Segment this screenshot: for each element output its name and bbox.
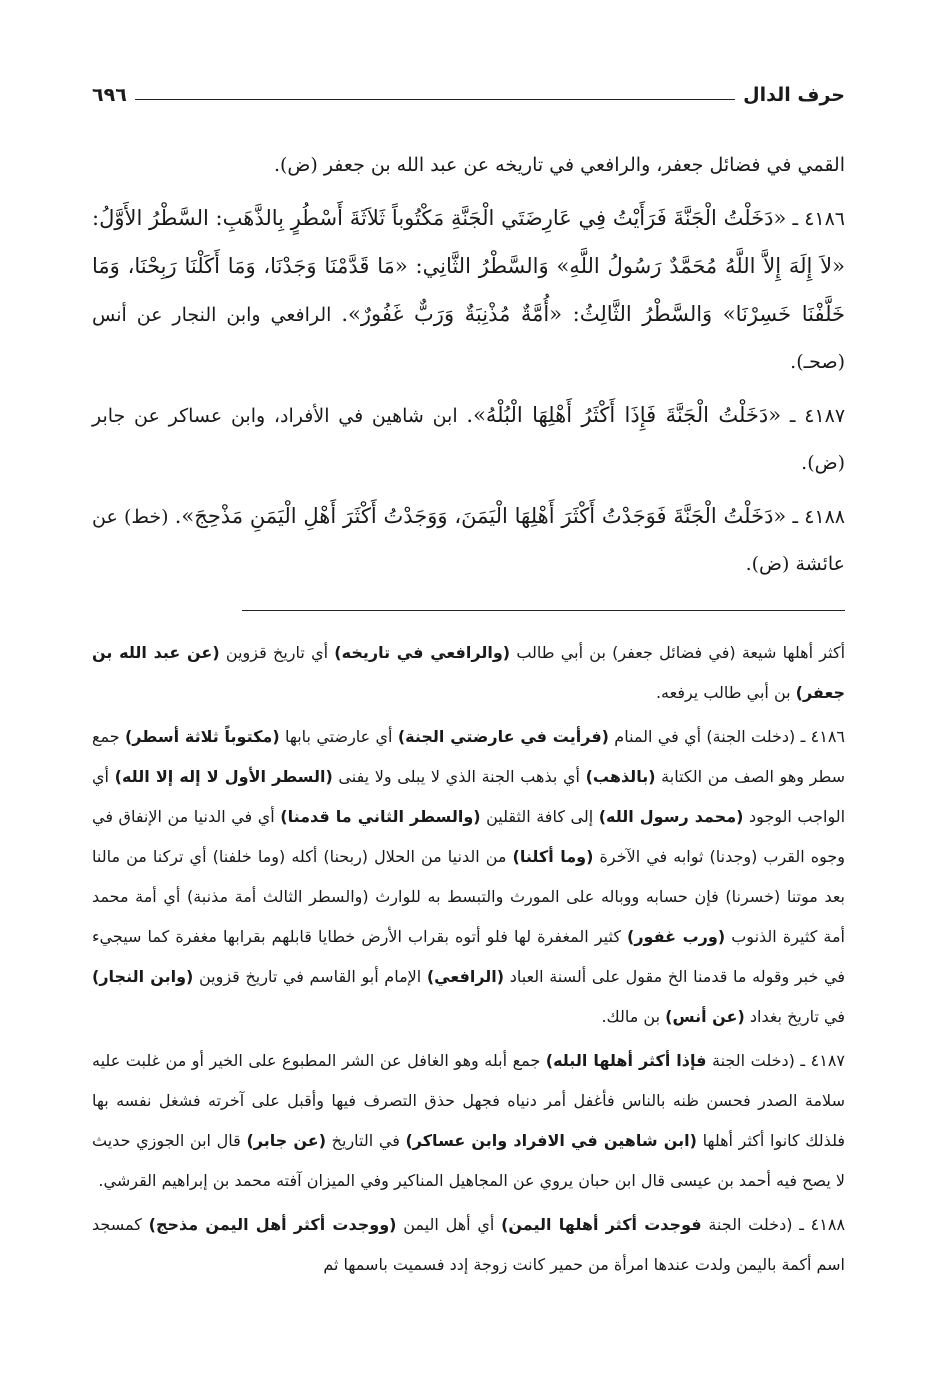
commentary-run: كثير المغفرة لها فلو أتوه بقراب الأرض خطايا قابلهم بقرابها مغفرة كما سيجيء في خبر وقوله ما قدمنا الخ مقول على ألسنة العباد bbox=[92, 927, 846, 986]
commentary-run: كمسجد اسم أكمة باليمن ولدت عندها امرأة من حمير كانت زوجة إدد فسميت باسمها ثم bbox=[92, 1215, 845, 1274]
commentary-bold-run: (والرافعي في تاريخه) bbox=[334, 643, 511, 662]
commentary-run: قال ابن الجوزي حديث لا يصح فيه أحمد بن عيسى قال ابن حبان يروي عن المجاهيل المناكير وفي الميزان آفته محمد بن إبراهيم القرشي. bbox=[92, 1131, 845, 1190]
commentary-run: جمع أبله وهو الغافل عن الشر المطبوع على الخير أو من غلبت عليه سلامة الصدر فحسن ظنه بالناس فأغفل أمر دنياه فجهل حذق التصرف فيها وأقبل على آخرته فشغل نفسه بها فلذلك كانوا أكثر أهلها bbox=[92, 1051, 846, 1150]
commentary-run: أكثر أهلها شيعة bbox=[735, 643, 846, 662]
commentary-paragraph bbox=[92, 633, 845, 713]
commentary-bold-run: (ورب غفور) bbox=[627, 927, 726, 946]
commentary-run: (خسرنا) bbox=[725, 887, 781, 906]
commentary-run: ثوابه في الآخرة bbox=[593, 847, 710, 866]
commentary-run: ٤١٨٦ ـ (دخلت الجنة) أي في المنام bbox=[608, 727, 845, 746]
hadith-number: ٤١٨٧ ـ bbox=[789, 405, 846, 427]
commentary-bold-run: (وابن النجار) bbox=[92, 967, 194, 986]
commentary-run: أي تركنا من مالنا بعد موتنا bbox=[92, 847, 846, 906]
hadith-number: ٤١٨٦ ـ bbox=[792, 208, 846, 230]
commentary-run: الإمام أبو القاسم في تاريخ قزوين bbox=[193, 967, 427, 986]
hadith-text: «دَخَلْتُ الْجَنَّةَ فَوَجَدْتُ أَكْثَرَ أَهْلِهَا الْيَمَنَ، وَوَجَدْتُ أَكْثَرَ أَهْلِ الْيَمَنِ مَذْحِجَ». bbox=[174, 504, 787, 528]
commentary-run: أي أمة محمد أمة كثيرة الذنوب bbox=[92, 887, 845, 946]
main-text bbox=[92, 142, 845, 588]
hadith-number: ٤١٨٨ ـ bbox=[792, 506, 846, 528]
hadith-entry bbox=[92, 195, 845, 386]
commentary-bold-run: (السطر الأول لا إله إلا الله) bbox=[114, 767, 333, 786]
hadith-entry bbox=[92, 493, 845, 588]
commentary-bold-run: (ابن شاهين في الافراد وابن عساكر) bbox=[405, 1131, 697, 1150]
commentary-run: أي بذهب الجنة الذي لا يبلى ولا يفنى bbox=[332, 767, 586, 786]
commentary-bold-run: (عن جابر) bbox=[246, 1131, 327, 1150]
commentary-bold-run: (والسطر الثاني ما قدمنا) bbox=[280, 807, 481, 826]
commentary-run: أي في الدنيا من الإنفاق في وجوه القرب bbox=[92, 807, 846, 866]
commentary-paragraph bbox=[92, 717, 845, 1037]
commentary-run: (والسطر الثالث أمة مذنبة) bbox=[186, 887, 369, 906]
hadith-source: الرافعي وابن النجار عن أنس (صحـ). bbox=[92, 304, 845, 373]
commentary-run: من الدنيا من الحلال bbox=[368, 847, 513, 866]
intro-line: القمي في فضائل جعفر، والرافعي في تاريخه عن عبد الله بن جعفر (ض). bbox=[273, 154, 845, 176]
commentary-run: (في فضائل جعفر) bbox=[612, 643, 736, 662]
commentary-run: في التاريخ bbox=[326, 1131, 406, 1150]
header-rule bbox=[135, 99, 735, 100]
commentary-bold-run: (عن عبد الله بن جعفر) bbox=[92, 643, 845, 702]
commentary-run: فإن حسابه ووباله على المورث والتبسط به للوارث bbox=[368, 887, 726, 906]
commentary-run: إلى كافة الثقلين bbox=[480, 807, 599, 826]
hadith-source: ابن شاهين في الأفراد، وابن عساكر عن جابر (ض). bbox=[92, 405, 845, 474]
commentary-bold-run: (عن أنس) bbox=[665, 1007, 745, 1026]
commentary-run: (وجدنا) bbox=[709, 847, 758, 866]
commentary-bold-run: فإذا أكثر أهلها البله) bbox=[545, 1051, 707, 1070]
commentary-run: ٤١٨٧ ـ (دخلت الجنة bbox=[706, 1051, 845, 1070]
commentary-run: (ربحنا) bbox=[323, 847, 369, 866]
commentary-bold-run: (وما أكلنا) bbox=[512, 847, 594, 866]
commentary-run: في تاريخ بغداد bbox=[744, 1007, 845, 1026]
chapter-title: حرف الدال bbox=[743, 84, 845, 106]
commentary-run: أي عارضتي بابها bbox=[279, 727, 398, 746]
commentary-bold-run: (محمد رسول الله) bbox=[598, 807, 744, 826]
commentary bbox=[92, 633, 845, 1285]
commentary-paragraph bbox=[92, 1205, 845, 1285]
commentary-run: أي أهل اليمن bbox=[396, 1215, 502, 1234]
footnote-divider bbox=[242, 610, 845, 611]
commentary-bold-run: (الرافعي) bbox=[426, 967, 505, 986]
commentary-run: بن أبي طالب bbox=[510, 643, 613, 662]
commentary-paragraph bbox=[92, 1041, 845, 1201]
hadith-text: «دَخَلْتُ الْجَنَّةَ فَرَأَيْتُ فِي عَارِضَتَي الْجَنَّةِ مَكْتُوباً ثَلاَثَةَ أَسْطُرٍ بِالذَّهَبِ: السَّطْرُ الأَوَّلُ: «لاَ إِلَهَ إِلاَّ اللَّهُ مُحَمَّدٌ رَسُولُ اللَّهِ» وَالسَّطْرُ الثَّانِي: «مَا قَدَّمْنَا وَجَدْنَا، وَمَا أَكَلْنَا رَبِحْنَا، وَمَا خَلَّفْنَا خَسِرْنَا» وَالسَّطْرُ الثَّالِثُ: «أُمَّةٌ مُذْنِبَةٌ وَرَبٌّ غَفُورٌ». bbox=[92, 206, 845, 326]
commentary-bold-run: (بالذهب) bbox=[585, 767, 656, 786]
running-header bbox=[92, 78, 845, 112]
commentary-run: أكله bbox=[285, 847, 324, 866]
commentary-run: بن مالك. bbox=[601, 1007, 666, 1026]
hadith-text: «دَخَلْتُ الْجَنَّةَ فَإِذَا أَكْثَرُ أَهْلِهَا الْبُلْهُ». bbox=[466, 403, 782, 427]
commentary-run: أي الواجب الوجود bbox=[92, 767, 846, 826]
commentary-bold-run: (ووجدت أكثر أهل اليمن مذحج) bbox=[148, 1215, 397, 1234]
commentary-bold-run: فوجدت أكثر أهلها اليمن) bbox=[501, 1215, 702, 1234]
hadith-source: (خط) عن عائشة (ض). bbox=[92, 506, 845, 575]
commentary-run: ٤١٨٨ ـ (دخلت الجنة bbox=[701, 1215, 846, 1234]
hadith-entry bbox=[92, 392, 845, 487]
commentary-run: جمع سطر وهو الصف من الكتابة bbox=[92, 727, 846, 786]
page-number: ٦٩٦ bbox=[92, 84, 127, 106]
commentary-run: (وما خلفنا) bbox=[212, 847, 286, 866]
commentary-run: بن أبي طالب يرفعه. bbox=[655, 683, 796, 702]
commentary-bold-run: (مكتوباً ثلاثة أسطر) bbox=[124, 727, 280, 746]
commentary-bold-run: (فرأيت في عارضتي الجنة) bbox=[397, 727, 609, 746]
commentary-run: أي تاريخ قزوين bbox=[219, 643, 335, 662]
